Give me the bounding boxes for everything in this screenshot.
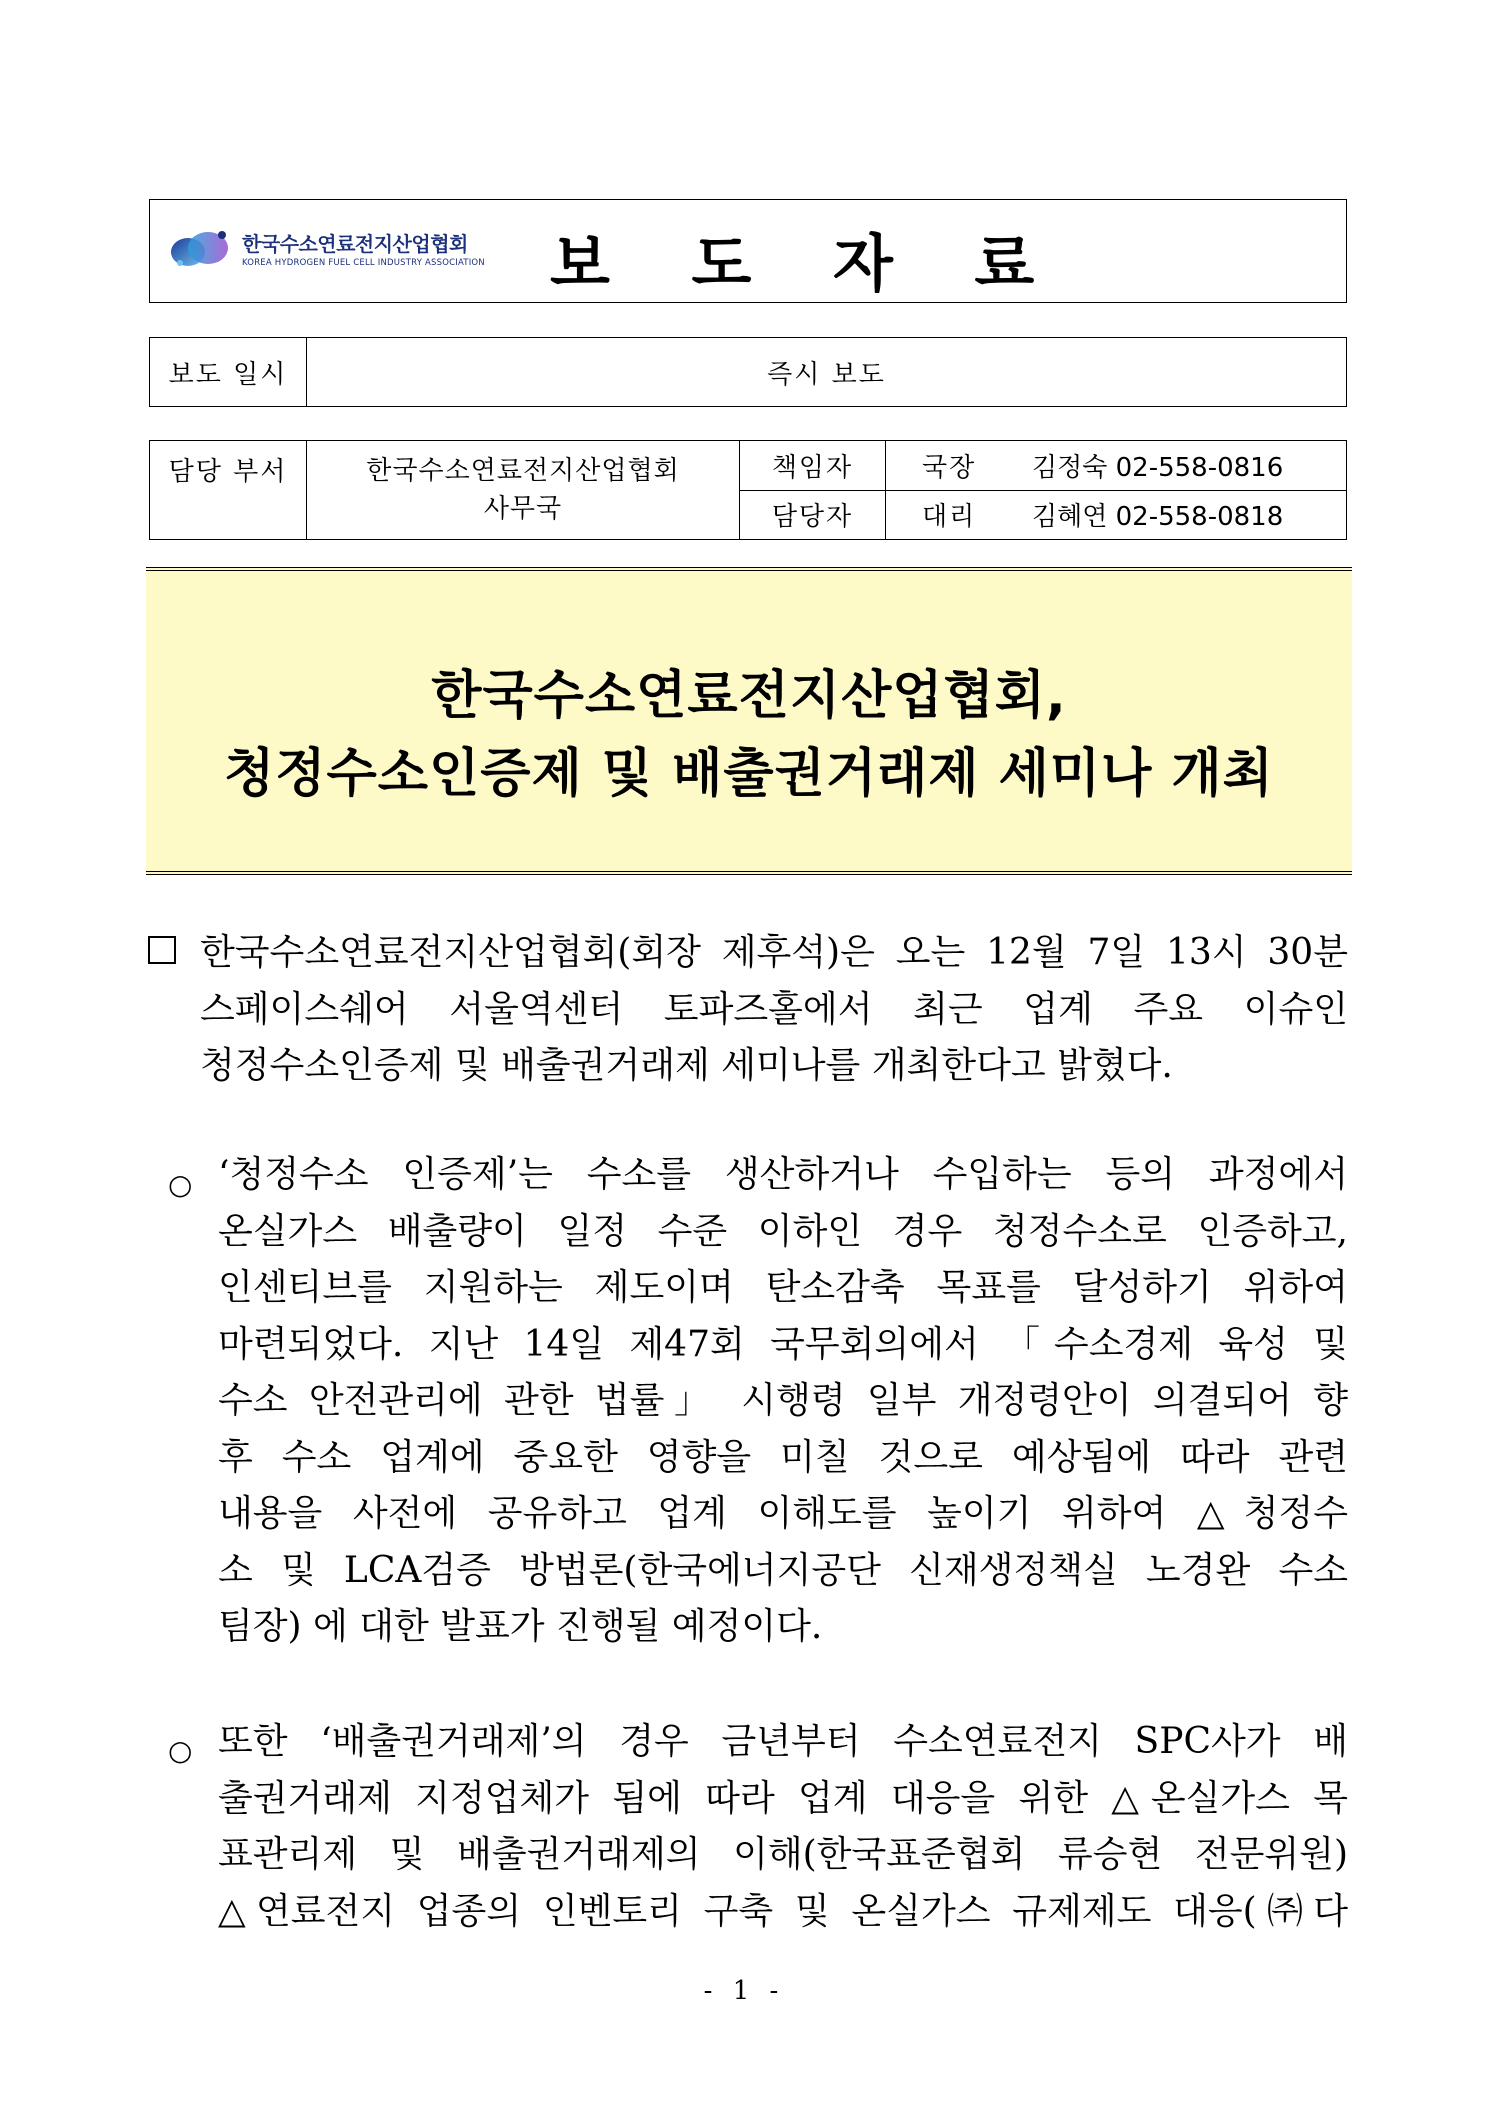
headline-band [146, 567, 1352, 875]
text-line: 후 수소 업계에 중요한 영향을 미칠 것으로 예상됨에 따라 관련 [218, 1436, 1348, 1478]
circle-bullet-icon: ○ [168, 1734, 193, 1767]
logo-english-text: KOREA HYDROGEN FUEL CELL INDUSTRY ASSOCIATION [242, 258, 485, 268]
text-line: 팀장) 에 대한 발표가 진행될 예정이다. [218, 1606, 823, 1647]
text-line: 수소 안전관리에 관한 법률」 시행령 일부 개정령안이 의결되어 향 [218, 1380, 1348, 1421]
text-line: 출권거래제 지정업체가 됨에 따라 업계 대응을 위한 △온실가스 목 [218, 1777, 1348, 1819]
text-line: 내용을 사전에 공유하고 업계 이해도를 높이기 위하여 △청정수 [218, 1493, 1348, 1534]
paragraph-3 [218, 1714, 1348, 1940]
square-bullet-icon [148, 936, 176, 964]
text-line: 청정수소인증제 및 배출권거래제 세미나를 개최한다고 밝혔다. [200, 1045, 1173, 1086]
release-date-value: 즉시 보도 [307, 338, 1347, 407]
department-line1: 한국수소연료전지산업협회 [366, 456, 680, 486]
press-release-title: 보 도 자 료 [550, 227, 1065, 300]
department-line2: 사무국 [483, 494, 563, 524]
text-line: 소 및 LCA검증 방법론(한국에너지공단 신재생정책실 노경완 수소 [218, 1549, 1348, 1591]
page-number: - 1 - [703, 1976, 785, 2006]
department-name [307, 441, 740, 540]
text-line: 표관리제 및 배출권거래제의 이해(한국표준협회 류승현 전문위원) [218, 1834, 1348, 1875]
paragraph-1 [200, 925, 1348, 1095]
text-line: 한국수소연료전지산업협회(회장 제후석)은 오는 12월 7일 13시 30분 [200, 932, 1348, 973]
logo-mark-icon [168, 228, 234, 270]
department-label: 담당 부서 [150, 441, 307, 540]
contact-name-phone: 김혜연 02-558-0818 [1032, 502, 1284, 533]
contact-role: 책임자 [740, 441, 886, 491]
text-line: 인센티브를 지원하는 제도이며 탄소감축 목표를 달성하기 위하여 [218, 1267, 1348, 1308]
circle-bullet-icon: ○ [168, 1168, 193, 1201]
contact-table [149, 440, 1347, 540]
text-line: △연료전지 업종의 인벤토리 구축 및 온실가스 규제제도 대응(㈜다 [218, 1890, 1348, 1932]
press-header [149, 199, 1347, 303]
release-date-label: 보도 일시 [150, 338, 307, 407]
text-line: 스페이스쉐어 서울역센터 토파즈홀에서 최근 업계 주요 이슈인 [200, 988, 1348, 1030]
paragraph-2 [218, 1147, 1348, 1656]
contact-role: 담당자 [740, 490, 886, 540]
text-line: 마련되었다. 지난 14일 제47회 국무회의에서 「수소경제 육성 및 [218, 1323, 1348, 1365]
association-logo [168, 224, 498, 280]
contact-person [886, 441, 1347, 491]
contact-position: 국장 [922, 452, 977, 483]
contact-position: 대리 [922, 502, 977, 533]
contact-name-phone: 김정숙 02-558-0816 [1032, 452, 1284, 483]
text-line: ‘청정수소 인증제’는 수소를 생산하거나 수입하는 등의 과정에서 [218, 1154, 1348, 1195]
text-line: 또한 ‘배출권거래제’의 경우 금년부터 수소연료전지 SPC사가 배 [218, 1721, 1348, 1762]
release-date-table [149, 337, 1347, 407]
text-line: 온실가스 배출량이 일정 수준 이하인 경우 청정수소로 인증하고, [218, 1210, 1348, 1252]
headline-line2: 청정수소인증제 및 배출권거래제 세미나 개최 [224, 744, 1274, 804]
headline-line1: 한국수소연료전지산업협회, [431, 666, 1067, 726]
contact-person [886, 490, 1347, 540]
logo-korean-text: 한국수소연료전지산업협회 [242, 232, 468, 256]
